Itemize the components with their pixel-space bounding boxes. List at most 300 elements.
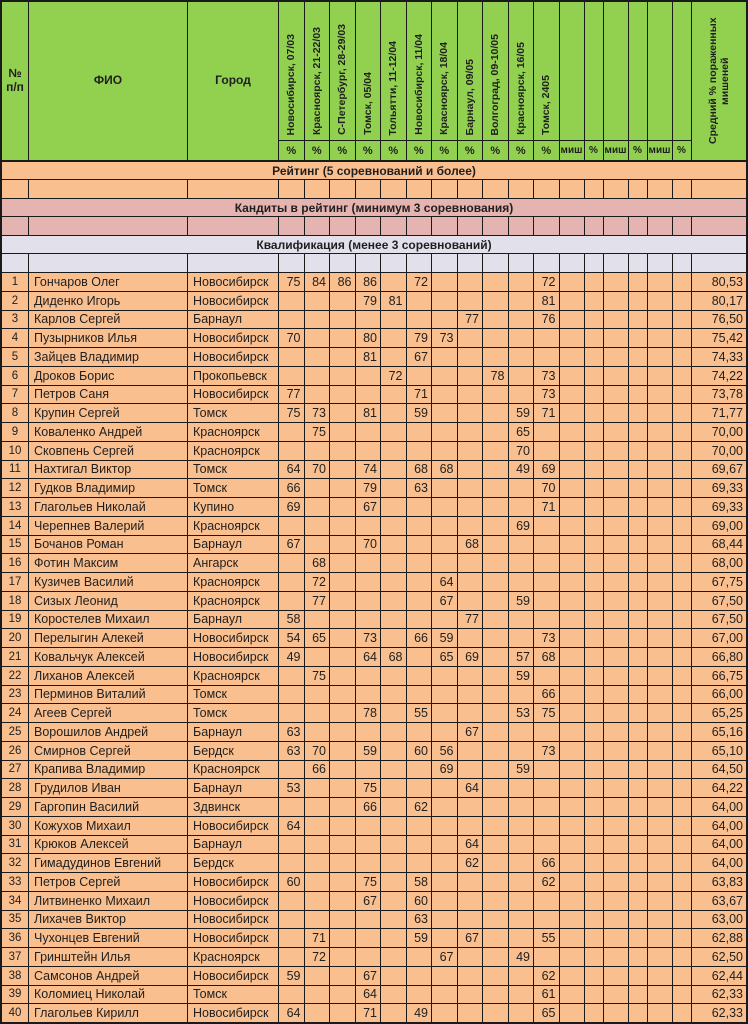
score-cell (330, 329, 356, 347)
score-cell: 66 (407, 629, 433, 647)
table-row (2, 854, 746, 873)
extra-cell (648, 817, 673, 835)
extra-cell (585, 442, 604, 460)
table-row (2, 817, 746, 836)
extra-cell (673, 967, 692, 985)
extra-column (648, 2, 673, 160)
score-cell: 65 (305, 629, 331, 647)
score-cell (458, 592, 484, 610)
extra-cell (629, 273, 648, 291)
score-cell (483, 648, 509, 666)
score-cell (509, 986, 535, 1004)
extra-cell (585, 1004, 604, 1022)
competition-column (458, 2, 484, 160)
empty-cell (585, 254, 604, 272)
empty-cell (604, 217, 629, 235)
empty-cell (305, 180, 331, 198)
athlete-name: Глагольев Николай (29, 498, 188, 516)
score-cell (483, 442, 509, 460)
extra-cell (673, 817, 692, 835)
extra-cell (629, 761, 648, 779)
score-cell (381, 517, 407, 535)
extra-column-blank (673, 2, 691, 140)
score-cell (509, 723, 535, 741)
score-cell: 69 (432, 761, 458, 779)
score-cell: 81 (356, 348, 382, 366)
score-cell (483, 611, 509, 629)
score-cell: 68 (381, 648, 407, 666)
extra-cell (648, 836, 673, 854)
empty-cell (381, 217, 407, 235)
score-cell (432, 704, 458, 722)
extra-cell (560, 779, 585, 797)
score-cell (534, 442, 560, 460)
score-cell (432, 292, 458, 310)
extra-cell (560, 461, 585, 479)
score-cell (330, 798, 356, 816)
extra-cell (648, 704, 673, 722)
score-cell (509, 367, 535, 385)
score-cell: 59 (407, 929, 433, 947)
score-cell (458, 798, 484, 816)
score-cell: 69 (279, 498, 305, 516)
empty-cell (2, 217, 29, 235)
extra-cell (560, 592, 585, 610)
competition-column (483, 2, 509, 160)
score-cell (330, 592, 356, 610)
competition-header (458, 2, 483, 140)
row-number: 1 (2, 273, 29, 291)
score-cell (305, 686, 331, 704)
score-cell (432, 554, 458, 572)
table-row (2, 723, 746, 742)
empty-cell (509, 254, 535, 272)
extra-cell (629, 367, 648, 385)
score-cell (407, 761, 433, 779)
score-cell: 73 (305, 404, 331, 422)
athlete-city: Купино (188, 498, 279, 516)
athlete-city: Барнаул (188, 723, 279, 741)
score-cell (381, 854, 407, 872)
score-cell (407, 423, 433, 441)
score-cell (407, 686, 433, 704)
score-cell (330, 367, 356, 385)
extra-cell (604, 611, 629, 629)
score-cell (330, 498, 356, 516)
athlete-city: Новосибирск (188, 817, 279, 835)
score-cell: 73 (356, 629, 382, 647)
score-cell (483, 836, 509, 854)
score-cell (407, 648, 433, 666)
extra-cell (604, 311, 629, 329)
athlete-name: Самсонов Андрей (29, 967, 188, 985)
extra-cell (673, 554, 692, 572)
row-number: 28 (2, 779, 29, 797)
score-cell (432, 611, 458, 629)
score-cell (356, 836, 382, 854)
score-cell (381, 629, 407, 647)
score-cell: 80 (356, 329, 382, 347)
table-row (2, 329, 746, 348)
score-cell: 70 (279, 329, 305, 347)
score-cell: 72 (305, 573, 331, 591)
score-cell (305, 536, 331, 554)
competition-column (305, 2, 331, 160)
extra-cell (560, 311, 585, 329)
athlete-city: Новосибирск (188, 911, 279, 929)
extra-cell (648, 461, 673, 479)
score-cell (356, 611, 382, 629)
extra-cell (585, 929, 604, 947)
competition-header-label: Новосибирск, 11/04 (412, 34, 425, 136)
extra-column-label: миш (560, 140, 584, 160)
score-cell (458, 761, 484, 779)
average-cell: 74,22 (711, 368, 743, 383)
extra-cell (629, 348, 648, 366)
score-cell: 72 (407, 273, 433, 291)
score-cell: 63 (279, 723, 305, 741)
score-cell (534, 911, 560, 929)
empty-cell (673, 180, 692, 198)
score-cell (356, 667, 382, 685)
extra-cell (585, 836, 604, 854)
extra-cell (585, 629, 604, 647)
score-cell (509, 329, 535, 347)
score-cell: 75 (356, 779, 382, 797)
score-cell (305, 386, 331, 404)
extra-cell (629, 817, 648, 835)
score-cell: 72 (305, 948, 331, 966)
extra-cell (673, 986, 692, 1004)
extra-column-blank (629, 2, 647, 140)
score-cell (483, 779, 509, 797)
athlete-city: Новосибирск (188, 329, 279, 347)
score-cell (407, 967, 433, 985)
score-cell (330, 854, 356, 872)
score-cell: 58 (407, 873, 433, 891)
score-cell: 49 (279, 648, 305, 666)
score-cell: 77 (458, 611, 484, 629)
score-cell (458, 404, 484, 422)
extra-cell (604, 986, 629, 1004)
extra-cell (629, 592, 648, 610)
table-row (2, 779, 746, 798)
empty-cell (381, 254, 407, 272)
score-cell (305, 648, 331, 666)
col-header-city: Город (188, 2, 279, 160)
extra-cell (673, 292, 692, 310)
score-cell (458, 629, 484, 647)
athlete-name: Сизых Леонид (29, 592, 188, 610)
score-cell (509, 967, 535, 985)
extra-cell (560, 798, 585, 816)
score-cell: 59 (279, 967, 305, 985)
extra-cell (585, 873, 604, 891)
score-cell (432, 779, 458, 797)
score-cell (483, 461, 509, 479)
row-number: 18 (2, 592, 29, 610)
score-cell (509, 779, 535, 797)
table-row (2, 873, 746, 892)
extra-cell (629, 611, 648, 629)
score-cell: 81 (381, 292, 407, 310)
extra-cell (604, 573, 629, 591)
extra-cell (585, 911, 604, 929)
score-cell: 63 (407, 911, 433, 929)
score-cell: 86 (356, 273, 382, 291)
score-cell (330, 442, 356, 460)
extra-cell (560, 386, 585, 404)
athlete-name: Перминов Виталий (29, 686, 188, 704)
score-cell: 67 (279, 536, 305, 554)
athlete-city: Новосибирск (188, 873, 279, 891)
score-cell (330, 817, 356, 835)
table-row (2, 592, 746, 611)
score-cell: 63 (279, 742, 305, 760)
athlete-city: Красноярск (188, 667, 279, 685)
empty-cell (560, 254, 585, 272)
score-cell (330, 704, 356, 722)
score-cell (432, 723, 458, 741)
extra-cell (585, 798, 604, 816)
extra-cell (585, 273, 604, 291)
athlete-city: Новосибирск (188, 892, 279, 910)
extra-cell (648, 629, 673, 647)
extra-cell (585, 704, 604, 722)
row-number: 32 (2, 854, 29, 872)
extra-cell (673, 648, 692, 666)
score-cell: 55 (407, 704, 433, 722)
score-cell: 66 (279, 479, 305, 497)
section-label: Кандиты в рейтинг (минимум 3 соревнования) (234, 200, 514, 215)
athlete-city: Новосибирск (188, 348, 279, 366)
score-cell (534, 517, 560, 535)
average-cell: 62,44 (711, 968, 743, 983)
table-row (2, 423, 746, 442)
score-cell: 60 (279, 873, 305, 891)
extra-cell (648, 273, 673, 291)
average-cell: 69,67 (711, 462, 743, 477)
score-cell (330, 461, 356, 479)
average-cell: 64,50 (711, 762, 743, 777)
score-cell (483, 742, 509, 760)
score-cell (305, 723, 331, 741)
score-cell (483, 517, 509, 535)
average-cell: 80,17 (711, 293, 743, 308)
percent-label: % (330, 140, 355, 160)
score-cell (381, 892, 407, 910)
score-cell (305, 854, 331, 872)
extra-cell (604, 348, 629, 366)
extra-cell (648, 892, 673, 910)
average-cell: 62,33 (711, 987, 743, 1002)
score-cell (458, 1004, 484, 1022)
score-cell (330, 779, 356, 797)
score-cell: 78 (483, 367, 509, 385)
extra-cell (604, 798, 629, 816)
extra-cell (673, 873, 692, 891)
score-cell (534, 329, 560, 347)
table-row (2, 611, 746, 630)
score-cell (279, 686, 305, 704)
row-number: 12 (2, 479, 29, 497)
score-cell: 67 (458, 723, 484, 741)
score-cell (305, 367, 331, 385)
average-cell: 76,50 (711, 312, 743, 327)
athlete-name: Крюков Алексей (29, 836, 188, 854)
score-cell (279, 554, 305, 572)
score-cell (381, 948, 407, 966)
competition-column (356, 2, 382, 160)
extra-cell (629, 723, 648, 741)
empty-row-candidates (2, 217, 746, 236)
score-cell: 71 (534, 404, 560, 422)
row-number: 4 (2, 329, 29, 347)
score-cell (458, 329, 484, 347)
extra-cell (604, 948, 629, 966)
extra-cell (648, 1004, 673, 1022)
extra-cell (629, 554, 648, 572)
score-cell: 70 (509, 442, 535, 460)
score-cell: 67 (356, 967, 382, 985)
extra-cell (604, 629, 629, 647)
athlete-name: Гаргопин Василий (29, 798, 188, 816)
average-cell: 73,78 (711, 387, 743, 402)
competition-header (483, 2, 508, 140)
score-cell (509, 292, 535, 310)
extra-column-label: миш (604, 140, 628, 160)
athlete-name: Зайцев Владимир (29, 348, 188, 366)
score-cell: 75 (534, 704, 560, 722)
extra-cell (560, 873, 585, 891)
score-cell (432, 404, 458, 422)
score-cell (356, 423, 382, 441)
score-cell (381, 592, 407, 610)
score-cell: 64 (356, 648, 382, 666)
score-cell (509, 686, 535, 704)
score-cell (407, 536, 433, 554)
empty-cell (673, 254, 692, 272)
extra-cell (560, 723, 585, 741)
extra-cell (673, 704, 692, 722)
score-cell (330, 423, 356, 441)
percent-label: % (279, 140, 304, 160)
score-cell (381, 386, 407, 404)
score-cell: 56 (432, 742, 458, 760)
table-row (2, 404, 746, 423)
score-cell: 68 (305, 554, 331, 572)
score-cell (458, 386, 484, 404)
score-cell (458, 348, 484, 366)
empty-cell (381, 180, 407, 198)
average-cell: 62,50 (711, 949, 743, 964)
score-cell (534, 761, 560, 779)
row-number: 13 (2, 498, 29, 516)
extra-cell (560, 986, 585, 1004)
extra-cell (648, 423, 673, 441)
score-cell: 59 (509, 667, 535, 685)
score-cell: 64 (279, 1004, 305, 1022)
score-cell: 71 (305, 929, 331, 947)
athlete-name: Ворошилов Андрей (29, 723, 188, 741)
extra-cell (673, 911, 692, 929)
score-cell (381, 423, 407, 441)
score-cell (458, 967, 484, 985)
score-cell (356, 442, 382, 460)
row-number: 24 (2, 704, 29, 722)
score-cell (509, 836, 535, 854)
score-cell (279, 986, 305, 1004)
table-row (2, 798, 746, 817)
score-cell: 59 (407, 404, 433, 422)
extra-cell (648, 667, 673, 685)
score-cell: 69 (534, 461, 560, 479)
row-number: 17 (2, 573, 29, 591)
row-number: 11 (2, 461, 29, 479)
score-cell (534, 536, 560, 554)
score-cell (458, 273, 484, 291)
row-number: 30 (2, 817, 29, 835)
extra-cell (648, 592, 673, 610)
average-cell: 64,22 (711, 781, 743, 796)
athlete-city: Новосибирск (188, 1004, 279, 1022)
score-cell (458, 704, 484, 722)
score-cell (305, 817, 331, 835)
empty-cell (407, 254, 433, 272)
score-cell (483, 854, 509, 872)
competition-header (509, 2, 534, 140)
extra-cell (560, 836, 585, 854)
athlete-name: Коломиец Николай (29, 986, 188, 1004)
average-cell: 64,00 (711, 837, 743, 852)
extra-cell (604, 836, 629, 854)
score-cell (305, 292, 331, 310)
percent-label: % (483, 140, 508, 160)
empty-cell (407, 217, 433, 235)
competition-header-label: Тольятти, 11-12/04 (387, 40, 400, 136)
score-cell (279, 311, 305, 329)
extra-column (629, 2, 648, 160)
extra-cell (604, 967, 629, 985)
score-cell (483, 686, 509, 704)
extra-cell (673, 404, 692, 422)
empty-row-rating (2, 180, 746, 199)
extra-cell (604, 1004, 629, 1022)
empty-cell (279, 180, 305, 198)
score-cell (509, 498, 535, 516)
score-cell: 64 (279, 817, 305, 835)
athlete-name: Карлов Сергей (29, 311, 188, 329)
score-cell: 70 (305, 742, 331, 760)
extra-cell (648, 723, 673, 741)
extra-cell (673, 929, 692, 947)
athlete-name: Коваленко Андрей (29, 423, 188, 441)
extra-cell (585, 423, 604, 441)
extra-cell (673, 479, 692, 497)
extra-cell (585, 723, 604, 741)
score-cell (432, 986, 458, 1004)
score-cell (483, 911, 509, 929)
score-cell (381, 911, 407, 929)
score-cell (330, 311, 356, 329)
score-cell (381, 348, 407, 366)
empty-cell (407, 180, 433, 198)
average-cell: 80,53 (711, 274, 743, 289)
average-cell: 68,00 (711, 556, 743, 571)
empty-cell (560, 180, 585, 198)
empty-cell (560, 217, 585, 235)
athlete-name: Крапива Владимир (29, 761, 188, 779)
